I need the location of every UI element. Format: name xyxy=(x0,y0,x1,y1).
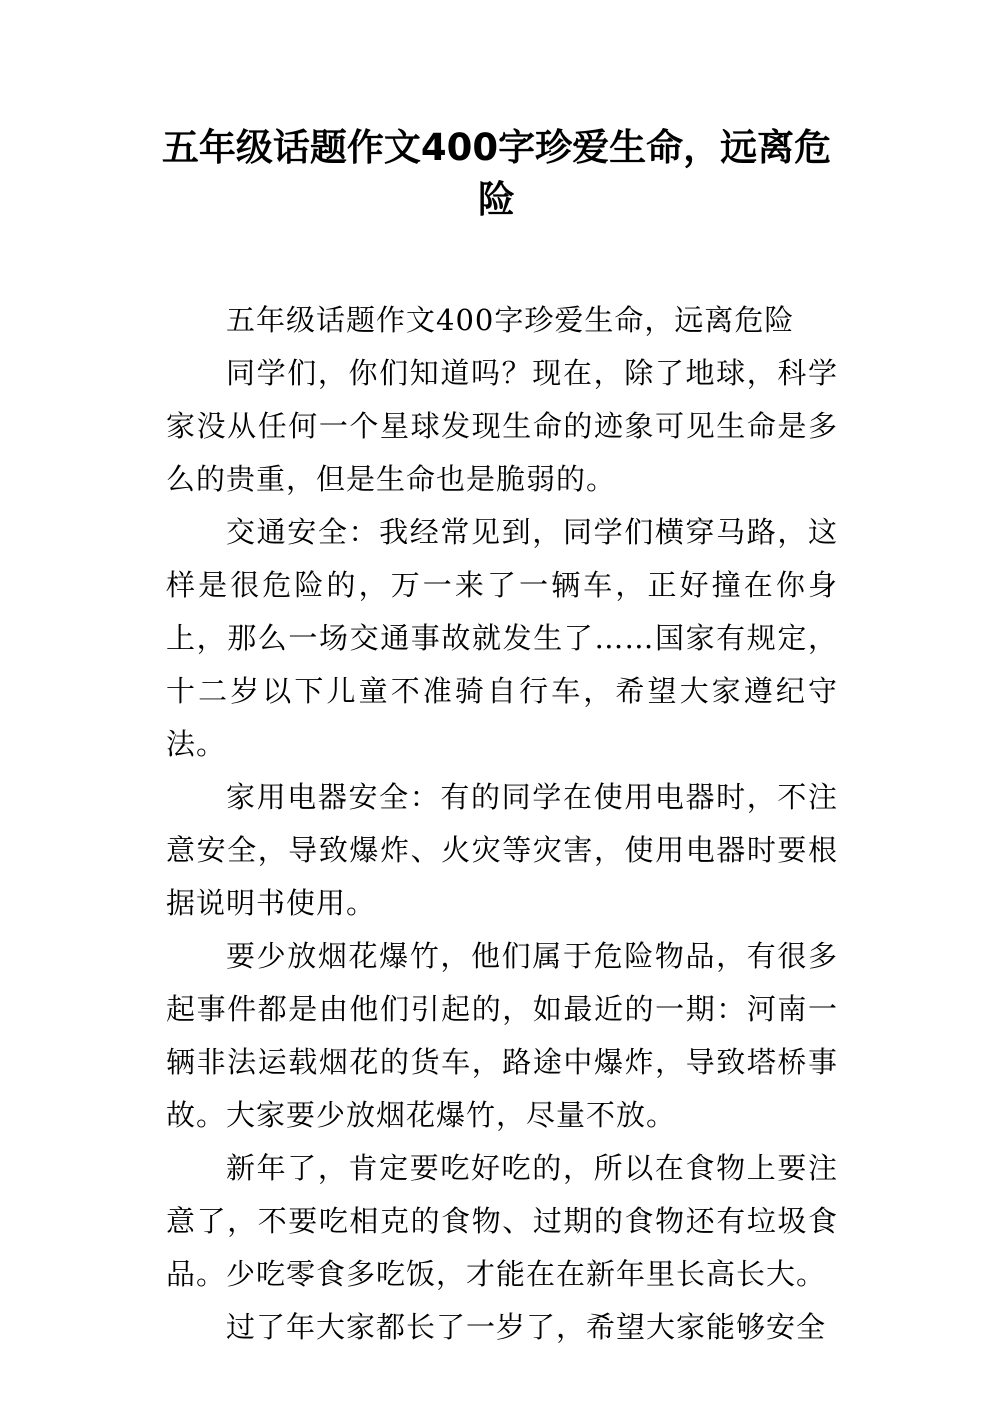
paragraph-food-safety: 新年了，肯定要吃好吃的，所以在食物上要注意了，不要吃相克的食物、过期的食物还有垃圾食品。少吃零食多吃饭，才能在在新年里长高长大。 xyxy=(166,1151,838,1291)
paragraph-intro: 同学们，你们知道吗？现在，除了地球，科学家没从任何一个星球发现生命的迹象可见生命是多么的贵重，但是生命也是脆弱的。 xyxy=(166,356,838,496)
paragraph-subtitle: 五年级话题作文400字珍爱生命，远离危险 xyxy=(226,303,795,337)
paragraph-new-year: 过了年大家都长了一岁了，希望大家能够安全 xyxy=(226,1310,827,1344)
paragraph-traffic-safety: 交通安全：我经常见到，同学们横穿马路，这样是很危险的，万一来了一辆车，正好撞在你身上，那么一场交通事故就发生了……国家有规定，十二岁以下儿童不准骑自行车，希望大家遵纪守法。 xyxy=(166,515,838,761)
paragraph-appliance-safety: 家用电器安全：有的同学在使用电器时，不注意安全，导致爆炸、火灾等灾害，使用电器时要根据说明书使用。 xyxy=(166,780,838,920)
document-title: 五年级话题作文400字珍爱生命，远离危险 xyxy=(161,126,832,221)
paragraph-fireworks: 要少放烟花爆竹，他们属于危险物品，有很多起事件都是由他们引起的，如最近的一期：河南一辆非法运载烟花的货车，路途中爆炸，导致塔桥事故。大家要少放烟花爆竹，尽量不放。 xyxy=(166,939,838,1132)
document-body xyxy=(166,294,838,1354)
